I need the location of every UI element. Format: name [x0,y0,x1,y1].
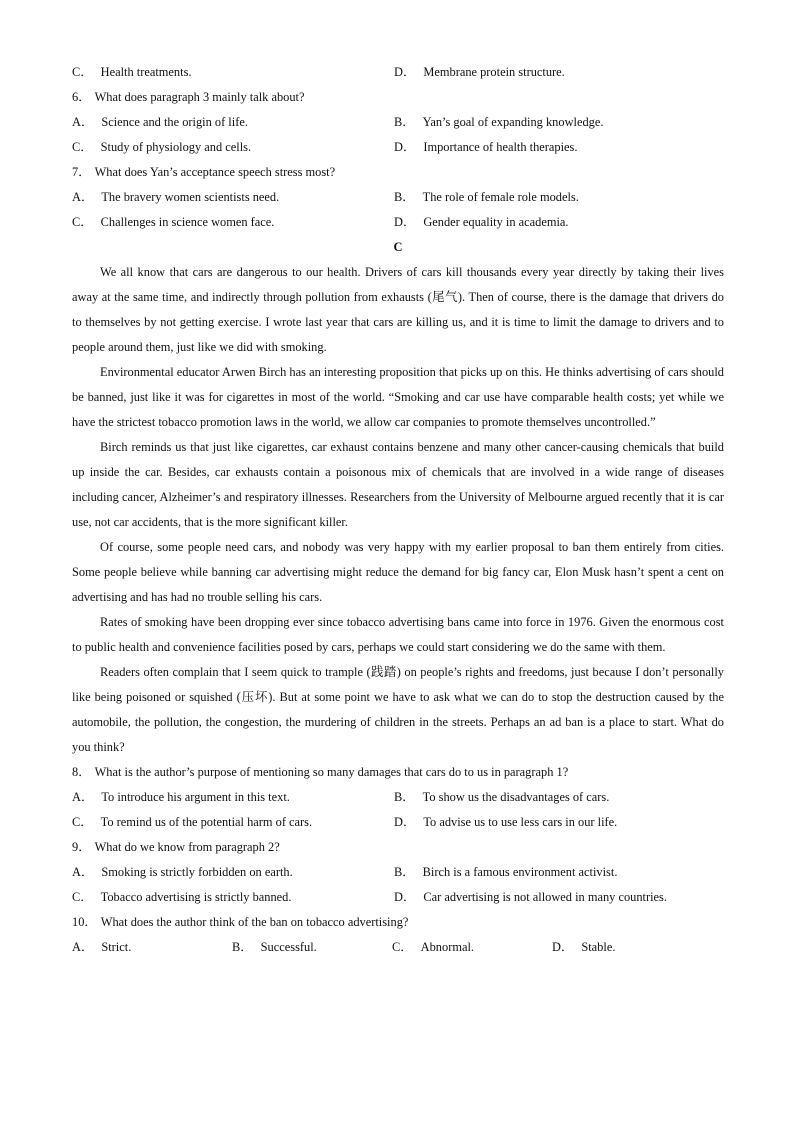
q8-question: 8． What is the author’s purpose of mentioning so many damages that cars do to us in paragraph 1? [72,765,569,779]
passage-paragraph-4: Of course, some people need cars, and nobody was very happy with my earlier proposal to ban them entirely from cities. Some people believe while banning car advertising might reduce the demand for big fancy car, Elon Musk hasn’t spent a cent on advertising and has had no trouble selling his cars. [72,540,724,604]
q7-option-c: C． Challenges in science women face. [72,215,275,229]
q9-option-c: C． Tobacco advertising is strictly banned. [72,890,292,904]
q10-option-c: C． Abnormal. [392,940,474,954]
q8-option-a: A． To introduce his argument in this text. [72,790,290,804]
q8-options-row-cd [72,810,724,835]
q6-option-a: A． Science and the origin of life. [72,115,248,129]
q9-options-row-cd [72,885,724,910]
passage-paragraph-3: Birch reminds us that just like cigarettes, car exhaust contains benzene and many other cancer-causing chemicals that build up inside the car. Besides, car exhausts contain a poisonous mix of chemicals that are involved in a wide range of diseases including cancer, Alzheimer’s and respiratory illnesses. Researchers from the University of Melbourne argued recently that it is car use, not car accidents, that is the more significant killer. [72,440,724,529]
q8-options-row-ab [72,785,724,810]
section-c-title: C [393,240,403,254]
q5-option-c: C． Health treatments. [72,65,192,79]
q6-options-row-cd [72,135,724,160]
passage-paragraph-2: Environmental educator Arwen Birch has an interesting proposition that picks up on this. He thinks advertising of cars should be banned, just like it was for cigarettes in most of the world. “Smoking and car use have comparable health costs; yet while we have the strictest tobacco promotion laws in the world, we allow car companies to promote themselves uncontrolled.” [72,365,724,429]
q5-option-d: D． Membrane protein structure. [394,65,565,79]
passage-paragraph-5: Rates of smoking have been dropping ever since tobacco advertising bans came into force in 1976. Given the enormous cost to public health and convenience facilities posed by cars, perhaps we could start considering we do the same with them. [72,615,724,654]
q10-question: 10． What does the author think of the ban on tobacco advertising? [72,915,409,929]
q10-options-row [72,935,724,960]
q7-options-row-ab [72,185,724,210]
q7-option-b: B． The role of female role models. [394,190,579,204]
q7-question: 7． What does Yan’s acceptance speech stress most? [72,165,336,179]
q7-option-d: D． Gender equality in academia. [394,215,569,229]
q7-option-a: A． The bravery women scientists need. [72,190,280,204]
passage-paragraph-6: Readers often complain that I seem quick to trample (践踏) on people’s rights and freedoms, just because I don’t personally like being poisoned or squished (压坏). But at some point we have to ask what we can do to stop the destruction caused by the automobile, the pollution, the congestion, the murdering of children in the streets. Perhaps an ad ban is a place to start. What do you think? [72,665,724,754]
q5-options-row-cd [72,60,724,85]
q10-option-a: A． Strict. [72,940,132,954]
q9-option-b: B． Birch is a famous environment activist. [394,865,618,879]
exam-page [72,60,724,960]
q9-option-a: A． Smoking is strictly forbidden on earth. [72,865,293,879]
q9-question: 9． What do we know from paragraph 2? [72,840,280,854]
q8-option-b: B． To show us the disadvantages of cars. [394,790,610,804]
q10-option-b: B． Successful. [232,940,317,954]
q8-option-c: C． To remind us of the potential harm of cars. [72,815,313,829]
q6-question: 6． What does paragraph 3 mainly talk about? [72,90,305,104]
q6-option-b: B． Yan’s goal of expanding knowledge. [394,115,604,129]
passage-paragraph-1: We all know that cars are dangerous to our health. Drivers of cars kill thousands every year directly by taking their lives away at the same time, and indirectly through pollution from exhausts (尾气). Then of course, there is the damage that drivers do to themselves by not getting exercise. I wrote last year that cars are killing us, and it is time to limit the damage to drivers and to people around them, just like we did with smoking. [72,265,724,354]
q6-options-row-ab [72,110,724,135]
q9-options-row-ab [72,860,724,885]
q10-option-d: D． Stable. [552,940,616,954]
q6-option-d: D． Importance of health therapies. [394,140,578,154]
q9-option-d: D． Car advertising is not allowed in many countries. [394,890,667,904]
q8-option-d: D． To advise us to use less cars in our life. [394,815,618,829]
q6-option-c: C． Study of physiology and cells. [72,140,252,154]
q7-options-row-cd [72,210,724,235]
